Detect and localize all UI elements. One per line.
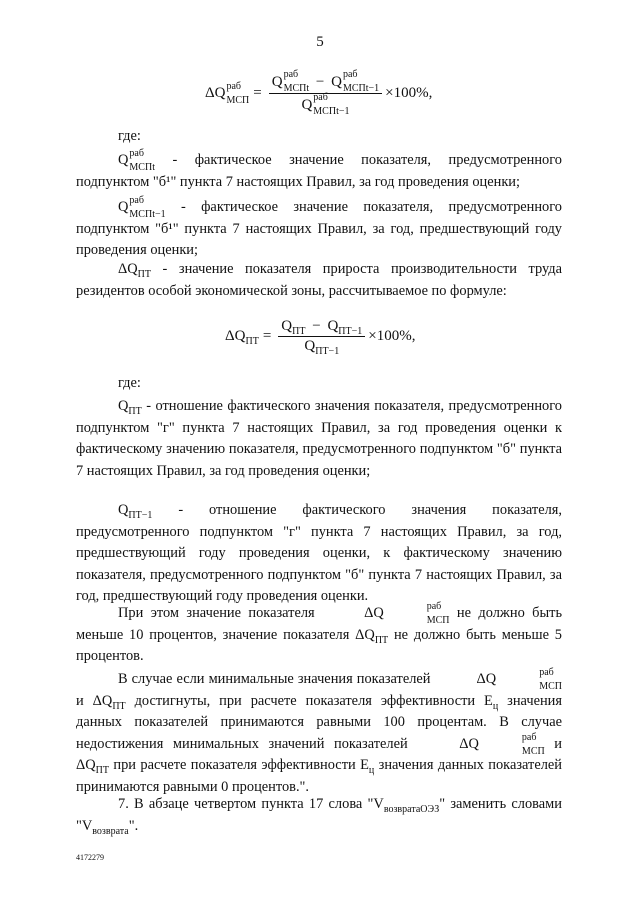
document-code: 4172279 <box>76 853 104 862</box>
paragraph-item-7: 7. В абзаце четвертом пункта 17 слова "$V_{возвратаОЭЗ}$" заменить словами "$V_{возврата}$". <box>76 796 562 837</box>
definition-q-msp-t: Q раб МСПt - фактическое значение показателя, предусмотренного подпунктом "б¹" пункта 7 настоящих Правил, за год проведения оценки; <box>76 147 562 190</box>
where-label-2: где: <box>118 375 141 391</box>
definition-q-pt: $Q_{ПТ}$ - отношение фактического значения показателя, предусмотренного подпунктом "г" пункта 7 настоящих Правил, за год проведения оценки к фактическому значению показателя, предусмотренного подпунктом "б" пункта 7 настоящих Правил, за год проведения оценки; <box>76 398 562 479</box>
formula-delta-q-pt: $\Delta Q_{ПТ}$ = $\frac{Q_{ПТ} - Q_{ПТ-1}}{Q_{ПТ-1}}$ ×100%, <box>225 318 416 357</box>
where-label-1: где: <box>118 128 141 144</box>
paragraph-efficiency: В случае если минимальные значения показателей ΔQ раб МСП и $\Delta Q_{ПТ}$ достигнуты, при расчете показателя эффективности $E_ц$ значения данных показателей принимаются равными 100 процентам. В случае недостижения минимальных значений показателей ΔQ раб МСП и $\Delta Q_{ПТ}$ при расчете показателя эффективности $E_ц$ значения данных показателей принимаются равными 0 процентов.". <box>76 666 562 795</box>
formula-delta-q-msp: ΔQ раб МСП = Q раб МСПt − Q раб МСПt−1 Q раб МСПt−1 ×100%, <box>205 69 433 117</box>
definition-q-pt-1: $Q_{ПТ-1}$ - отношение фактического значения показателя, предусмотренного подпунктом "г" пункта 7 настоящих Правил, за год, предшествующий году проведения оценки, к фактическому значению показателя, предусмотренного подпунктом "б" пункта 7 настоящих Правил, за год, предшествующий году проведения оценки. <box>76 502 563 605</box>
page-number: 5 <box>316 34 324 50</box>
definition-q-msp-t-1: Q раб МСПt−1 - фактическое значение показателя, предусмотренного подпунктом "б¹" пункта 7 настоящих Правил, за год, предшествующий году проведения оценки; <box>76 194 562 259</box>
definition-delta-q-pt: $\Delta Q_{ПТ}$ - значение показателя прироста производительности труда резидентов особой экономической зоны, рассчитываемое по формуле: <box>76 261 562 299</box>
paragraph-minimum-values: При этом значение показателя ΔQ раб МСП не должно быть меньше 10 процентов, значение показателя $\Delta Q_{ПТ}$ не должно быть меньше 5 процентов. <box>76 600 563 665</box>
